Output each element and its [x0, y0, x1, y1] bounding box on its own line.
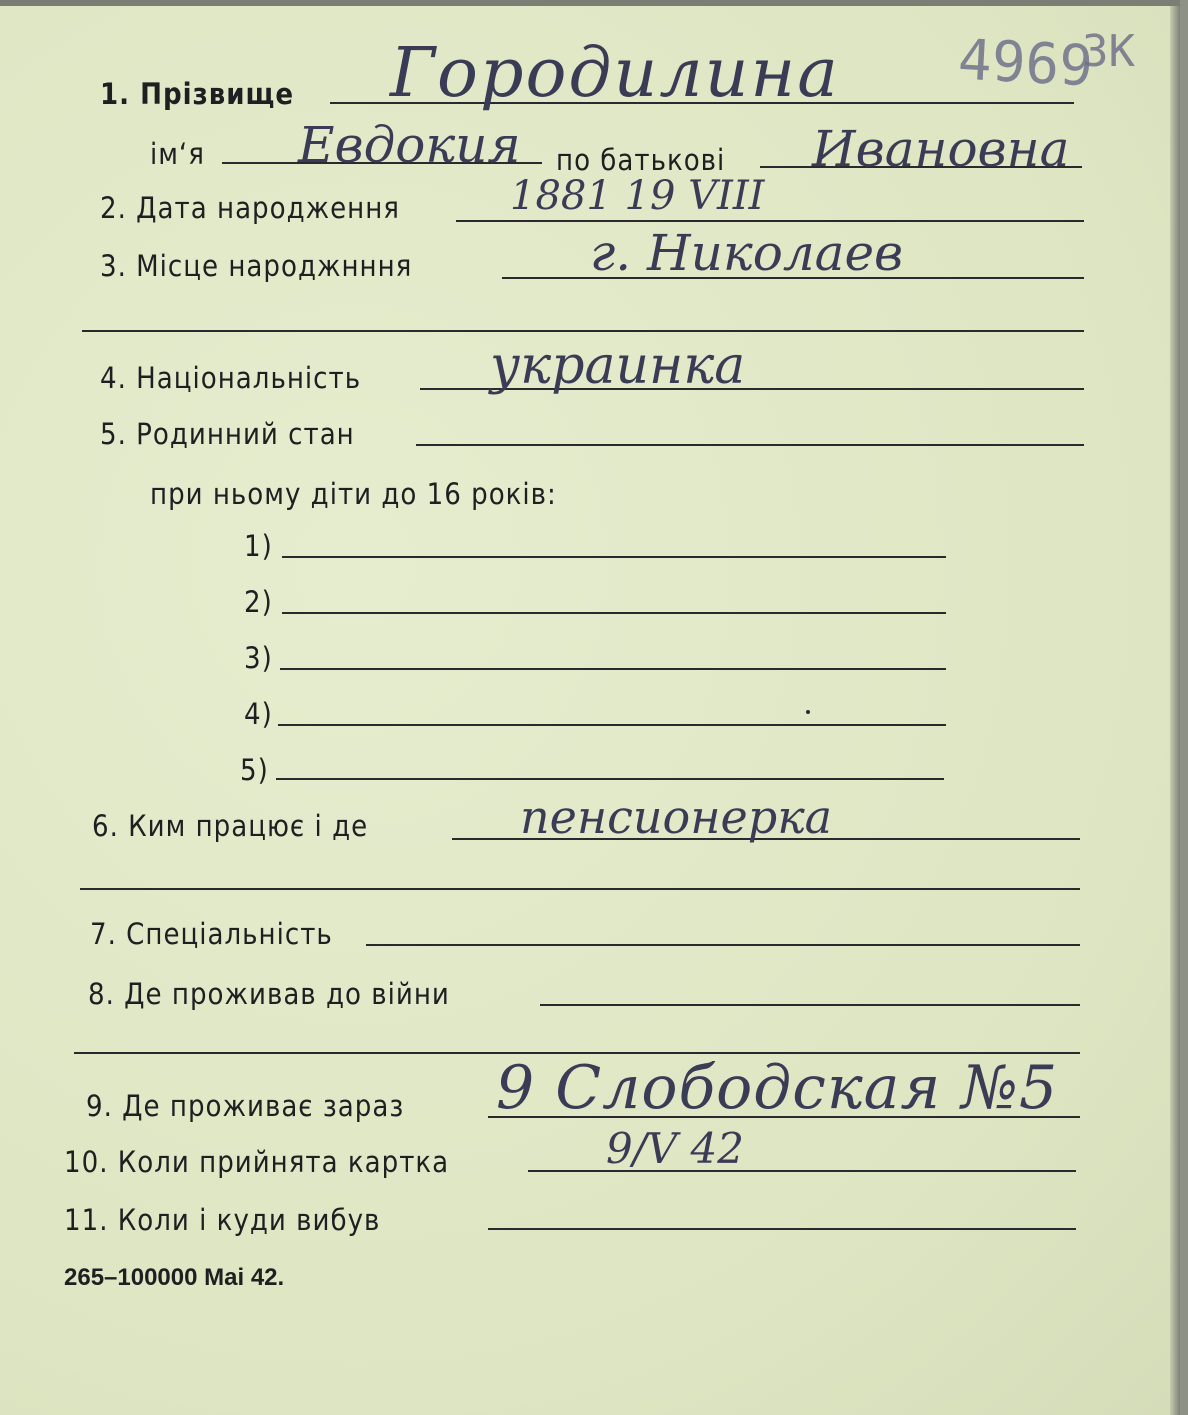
specialty-label: 7. Спеціальність: [90, 917, 333, 951]
departed-label: 11. Коли і куди вибув: [64, 1203, 381, 1237]
children-heading: при ньому діти до 16 років:: [150, 477, 557, 511]
card-accepted-label: 10. Коли прийнята картка: [64, 1145, 450, 1179]
first-name-value: Евдокия: [298, 116, 521, 174]
child-3-line: [280, 668, 946, 670]
birth-date-label: 2. Дата народження: [100, 191, 400, 225]
ink-speck: [806, 710, 810, 714]
marital-status-label: 5. Родинний стан: [100, 417, 355, 451]
printer-mark: 265–100000 Mai 42.: [64, 1264, 285, 1291]
child-1-label: 1): [244, 529, 273, 563]
child-2-label: 2): [244, 585, 273, 619]
patronymic-value: Ивановна: [812, 120, 1070, 178]
birth-place-label: 3. Місце народжнння: [100, 249, 413, 283]
nationality-label: 4. Національність: [100, 361, 362, 395]
patronymic-label: по батькові: [556, 143, 726, 177]
nationality-value: украинка: [490, 336, 746, 396]
birth-date-line: [456, 220, 1084, 222]
prewar-residence-label: 8. Де проживав до війни: [88, 977, 450, 1011]
first-name-label: ім‘я: [150, 137, 205, 171]
birth-place-line-2: [82, 330, 1084, 332]
specialty-line: [366, 944, 1080, 946]
occupation-value: пенсионерка: [520, 790, 833, 844]
current-residence-value: 9 Слободская №5: [496, 1053, 1059, 1123]
paper-top-edge: [0, 0, 1180, 6]
child-4-label: 4): [244, 697, 273, 731]
current-residence-label: 9. Де проживає зараз: [86, 1089, 405, 1123]
surname-value: Городилина: [390, 34, 840, 113]
occupation-line-2: [80, 888, 1080, 890]
paper-edge-shadow: [1170, 0, 1180, 1415]
child-3-label: 3): [244, 641, 273, 675]
occupation-label: 6. Ким працює і де: [92, 809, 369, 843]
departed-line: [488, 1228, 1076, 1230]
child-2-line: [282, 612, 946, 614]
child-5-label: 5): [240, 753, 269, 787]
marital-status-line: [416, 444, 1084, 446]
child-4-line: [278, 724, 946, 726]
card-accepted-value: 9/V 42: [606, 1124, 744, 1173]
child-1-line: [282, 556, 946, 558]
archive-stamp-number: 4969: [956, 27, 1095, 100]
surname-label: 1. Прізвище: [100, 77, 295, 111]
birth-date-value: 1881 19 VIII: [510, 173, 765, 219]
child-5-line: [276, 778, 944, 780]
birth-place-value: г. Николаев: [590, 224, 904, 282]
archive-stamp-suffix: ЗК: [1082, 26, 1135, 77]
prewar-residence-line: [540, 1004, 1080, 1006]
